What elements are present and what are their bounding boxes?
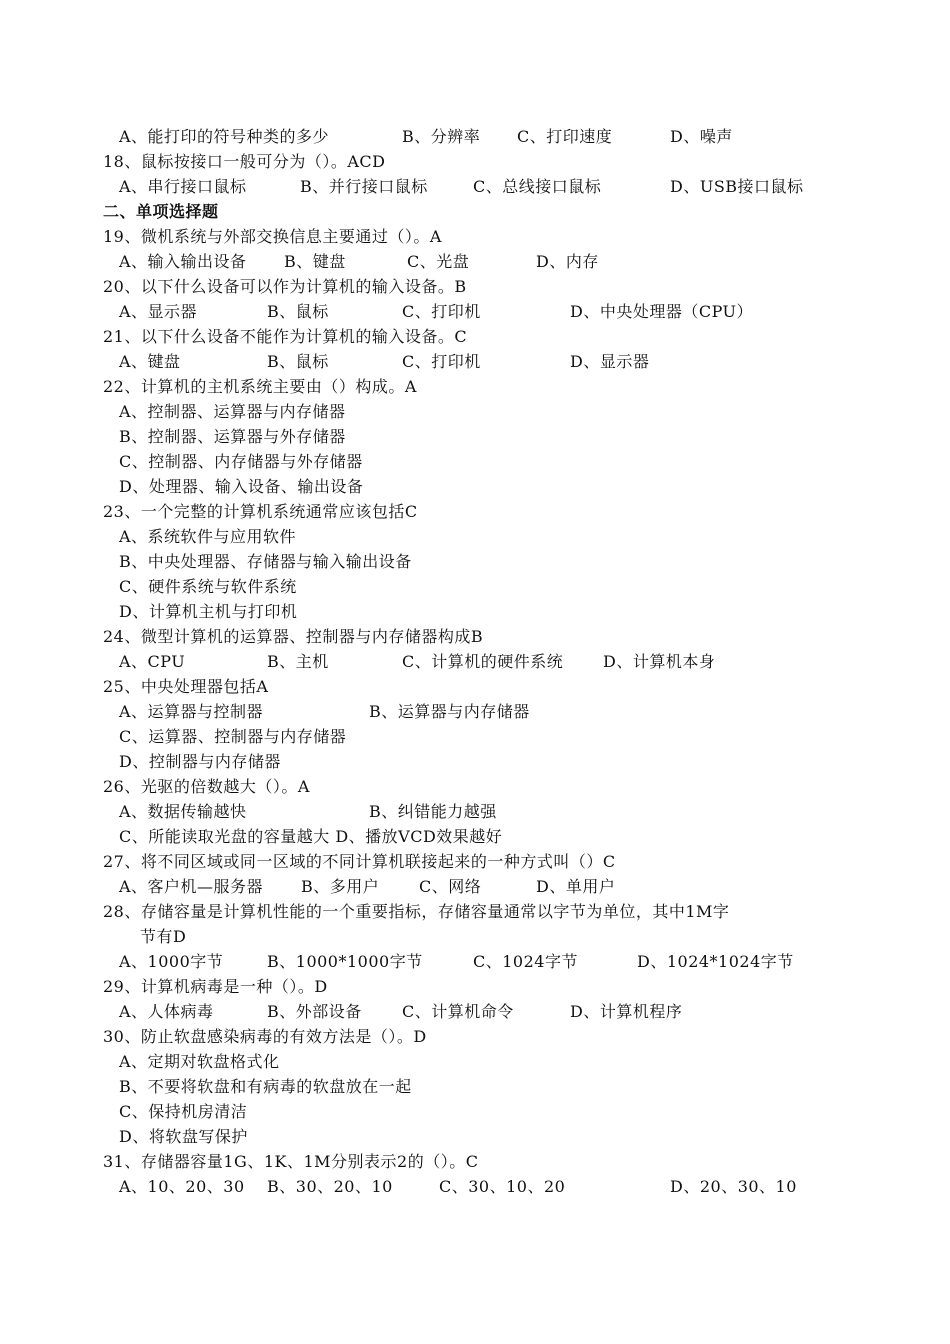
option-d: D、计算机主机与打印机: [119, 602, 298, 621]
option-c: C、30、10、20: [439, 1177, 566, 1196]
option-c: C、打印机: [402, 302, 481, 321]
section-heading: 二、单项选择题: [103, 202, 219, 221]
option-cd: C、所能读取光盘的容量越大 D、播放VCD效果越好: [119, 827, 503, 846]
option-a: A、数据传输越快: [119, 802, 247, 821]
option-a: A、CPU: [119, 652, 186, 671]
option-b: B、1000*1000字节: [267, 952, 423, 971]
option-c: C、硬件系统与软件系统: [119, 577, 297, 596]
question-30: 30、防止软盘感染病毒的有效方法是（）。D: [103, 1027, 427, 1046]
option-d: D、控制器与内存储器: [119, 752, 281, 771]
option-a: A、能打印的符号种类的多少: [119, 127, 330, 146]
option-b: B、不要将软盘和有病毒的软盘放在一起: [119, 1077, 412, 1096]
option-b: B、并行接口鼠标: [300, 177, 428, 196]
option-b: B、主机: [267, 652, 329, 671]
option-b: B、运算器与内存储器: [369, 702, 530, 721]
option-a: A、显示器: [119, 302, 198, 321]
option-c: C、计算机命令: [402, 1002, 514, 1021]
option-d: D、计算机本身: [603, 652, 716, 671]
option-a: A、键盘: [119, 352, 181, 371]
question-23: 23、一个完整的计算机系统通常应该包括C: [103, 502, 418, 521]
question-24: 24、微型计算机的运算器、控制器与内存储器构成B: [103, 627, 484, 646]
option-c: C、光盘: [407, 252, 470, 271]
option-b: B、多用户: [301, 877, 380, 896]
option-c: C、网络: [419, 877, 482, 896]
option-b: B、控制器、运算器与外存储器: [119, 427, 346, 446]
option-c: C、计算机的硬件系统: [402, 652, 564, 671]
option-a: A、客户机—服务器: [119, 877, 264, 896]
question-20: 20、以下什么设备可以作为计算机的输入设备。B: [103, 277, 467, 296]
option-d: D、噪声: [670, 127, 733, 146]
option-c: C、总线接口鼠标: [473, 177, 602, 196]
option-c: C、控制器、内存储器与外存储器: [119, 452, 363, 471]
option-d: D、单用户: [536, 877, 616, 896]
option-d: D、1024*1024字节: [637, 952, 794, 971]
option-a: A、串行接口鼠标: [119, 177, 247, 196]
option-b: B、纠错能力越强: [369, 802, 497, 821]
question-27: 27、将不同区域或同一区域的不同计算机联接起来的一种方式叫（）C: [103, 852, 616, 871]
option-b: B、外部设备: [267, 1002, 362, 1021]
option-c: C、打印机: [402, 352, 481, 371]
question-28: 28、存储容量是计算机性能的一个重要指标，存储容量通常以字节为单位，其中1M字: [103, 902, 730, 921]
option-a: A、10、20、30: [119, 1177, 245, 1196]
question-29: 29、计算机病毒是一种（）。D: [103, 977, 328, 996]
option-b: B、30、20、10: [267, 1177, 393, 1196]
option-a: A、运算器与控制器: [119, 702, 264, 721]
question-21: 21、以下什么设备不能作为计算机的输入设备。C: [103, 327, 468, 346]
question-18: 18、鼠标按接口一般可分为（）。ACD: [103, 152, 386, 171]
option-c: C、1024字节: [473, 952, 578, 971]
option-b: B、鼠标: [267, 302, 329, 321]
option-c: C、运算器、控制器与内存储器: [119, 727, 347, 746]
option-d: D、处理器、输入设备、输出设备: [119, 477, 364, 496]
option-a: A、输入输出设备: [119, 252, 247, 271]
option-a: A、系统软件与应用软件: [119, 527, 297, 546]
option-b: B、鼠标: [267, 352, 329, 371]
option-b: B、分辨率: [402, 127, 481, 146]
question-22: 22、计算机的主机系统主要由（）构成。A: [103, 377, 417, 396]
option-d: D、20、30、10: [670, 1177, 797, 1196]
question-25: 25、中央处理器包括A: [103, 677, 269, 696]
option-c: C、保持机房清洁: [119, 1102, 248, 1121]
question-19: 19、微机系统与外部交换信息主要通过（）。A: [103, 227, 442, 246]
option-d: D、显示器: [570, 352, 650, 371]
option-b: B、中央处理器、存储器与输入输出设备: [119, 552, 412, 571]
question-28-continued: 节有D: [140, 927, 187, 946]
option-d: D、USB接口鼠标: [670, 177, 804, 196]
option-a: A、定期对软盘格式化: [119, 1052, 280, 1071]
option-a: A、控制器、运算器与内存储器: [119, 402, 346, 421]
option-b: B、键盘: [284, 252, 346, 271]
option-a: A、1000字节: [119, 952, 224, 971]
question-31: 31、存储器容量1G、1K、1M分别表示2的（）。C: [103, 1152, 479, 1171]
question-26: 26、光驱的倍数越大（）。A: [103, 777, 310, 796]
option-d: D、中央处理器（CPU）: [570, 302, 754, 321]
option-a: A、人体病毒: [119, 1002, 214, 1021]
option-d: D、计算机程序: [570, 1002, 683, 1021]
option-c: C、打印速度: [517, 127, 613, 146]
option-d: D、将软盘写保护: [119, 1127, 248, 1146]
option-d: D、内存: [536, 252, 599, 271]
